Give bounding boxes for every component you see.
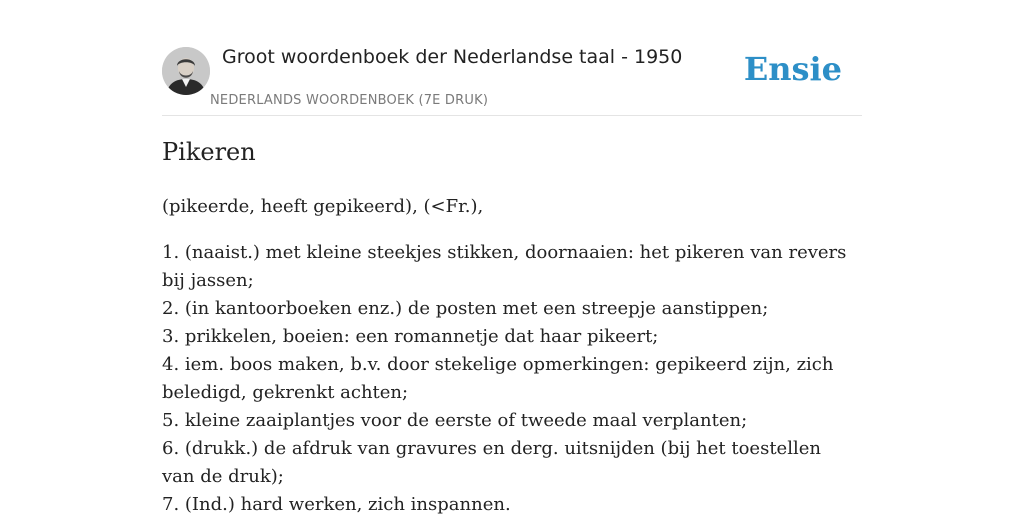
source-header (162, 0, 862, 116)
page (162, 0, 862, 515)
source-title[interactable]: Groot woordenboek der Nederlandse taal - 1950 (222, 46, 683, 68)
entry-grammar: (pikeerde, heeft gepikeerd), (<Fr.), (162, 196, 484, 217)
source-subtitle: NEDERLANDS WOORDENBOEK (7E DRUK) (210, 93, 489, 108)
source-avatar[interactable] (162, 47, 210, 95)
ensie-logo-link[interactable]: Ensie (743, 50, 842, 88)
definition-line: 3. prikkelen, boeien: een romannetje dat haar pikeert; (162, 326, 659, 347)
definition-line: 6. (drukk.) de afdruk van gravures en derg. uitsnijden (bij het toestellen van de druk); (162, 438, 821, 487)
definition-line: 4. iem. boos maken, b.v. door stekelige opmerkingen: gepikeerd zijn, zich beledigd, gekrenkt achten; (162, 354, 834, 403)
definition-line: 7. (Ind.) hard werken, zich inspannen. (162, 494, 511, 515)
portrait-photo-icon (162, 47, 210, 95)
definition-line: 1. (naaist.) met kleine steekjes stikken, doornaaien: het pikeren van revers bij jassen; (162, 242, 847, 291)
definition-line: 2. (in kantoorboeken enz.) de posten met een streepje aanstippen; (162, 298, 769, 319)
definition-line: 5. kleine zaaiplantjes voor de eerste of tweede maal verplanten; (162, 410, 748, 431)
entry-definitions (162, 239, 852, 519)
entry-title: Pikeren (162, 138, 256, 166)
